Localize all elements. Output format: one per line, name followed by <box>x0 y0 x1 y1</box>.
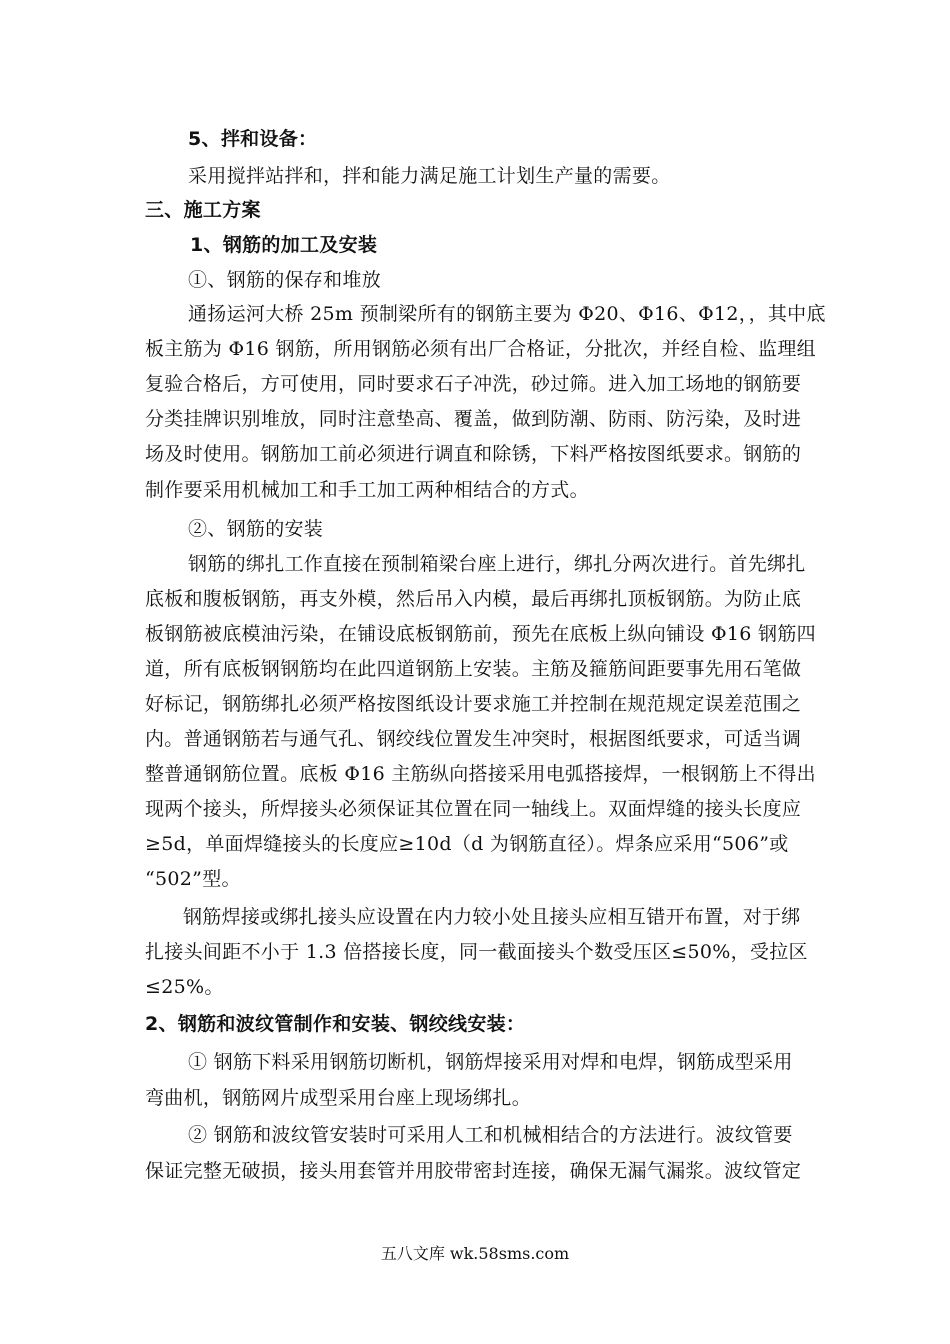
paragraph-line: ≥5d，单面焊缝接头的长度应≥10d（d 为钢筋直径）。焊条应采用“506”或 <box>145 833 789 855</box>
paragraph-line: “502”型。 <box>145 868 241 890</box>
paragraph-line: 板主筋为 Φ16 钢筋，所用钢筋必须有出厂合格证，分批次，并经自检、监理组 <box>145 338 816 360</box>
paragraph-line: 分类挂牌识别堆放，同时注意垫高、覆盖，做到防潮、防雨、防污染，及时进 <box>145 408 802 430</box>
paragraph-line: 底板和腹板钢筋，再支外模，然后吊入内模，最后再绑扎顶板钢筋。为防止底 <box>145 588 802 610</box>
subsection-heading: ②、钢筋的安装 <box>188 518 324 540</box>
paragraph-line: 道，所有底板钢钢筋均在此四道钢筋上安装。主筋及箍筋间距要事先用石笔做 <box>145 658 802 680</box>
paragraph-line: 钢筋焊接或绑扎接头应设置在内力较小处且接头应相互错开布置，对于绑 <box>183 906 801 928</box>
paragraph-line: ② 钢筋和波纹管安装时可采用人工和机械相结合的方法进行。波纹管要 <box>188 1124 793 1146</box>
paragraph-line: 制作要采用机械加工和手工加工两种相结合的方式。 <box>145 479 589 501</box>
paragraph-line: 弯曲机，钢筋网片成型采用台座上现场绑扎。 <box>145 1087 532 1109</box>
paragraph-line: 通扬运河大桥 25m 预制梁所有的钢筋主要为 Φ20、Φ16、Φ12，，其中底 <box>188 303 826 325</box>
paragraph-line: 采用搅拌站拌和，拌和能力满足施工计划生产量的需要。 <box>188 165 671 187</box>
paragraph-line: 保证完整无破损，接头用套管并用胶带密封连接，确保无漏气漏浆。波纹管定 <box>145 1160 802 1182</box>
section-heading: 1、钢筋的加工及安装 <box>190 234 378 256</box>
paragraph-line: 现两个接头，所焊接头必须保证其位置在同一轴线上。双面焊缝的接头长度应 <box>145 798 802 820</box>
page-footer: 五八文库 wk.58sms.com <box>380 1244 570 1263</box>
chapter-heading: 三、施工方案 <box>145 199 261 221</box>
section-heading: 5、拌和设备： <box>188 128 318 150</box>
paragraph-line: ① 钢筋下料采用钢筋切断机，钢筋焊接采用对焊和电焊，钢筋成型采用 <box>188 1051 793 1073</box>
paragraph-line: 好标记，钢筋绑扎必须严格按图纸设计要求施工并控制在规范规定误差范围之 <box>145 693 802 715</box>
paragraph-line: 整普通钢筋位置。底板 Φ16 主筋纵向搭接采用电弧搭接焊，一根钢筋上不得出 <box>145 763 816 785</box>
subsection-heading: ①、钢筋的保存和堆放 <box>188 269 382 291</box>
paragraph-line: 场及时使用。钢筋加工前必须进行调直和除锈，下料严格按图纸要求。钢筋的 <box>145 443 802 465</box>
paragraph-line: 钢筋的绑扎工作直接在预制箱梁台座上进行，绑扎分两次进行。首先绑扎 <box>188 553 806 575</box>
paragraph-line: 内。普通钢筋若与通气孔、钢绞线位置发生冲突时，根据图纸要求，可适当调 <box>145 728 802 750</box>
paragraph-line: ≤25%。 <box>145 976 224 998</box>
paragraph-line: 扎接头间距不小于 1.3 倍搭接长度，同一截面接头个数受压区≤50%，受拉区 <box>145 941 808 963</box>
section-heading: 2、钢筋和波纹管制作和安装、钢绞线安装： <box>145 1013 526 1035</box>
paragraph-line: 板钢筋被底模油污染，在铺设底板钢筋前，预先在底板上纵向铺设 Φ16 钢筋四 <box>145 623 816 645</box>
paragraph-line: 复验合格后，方可使用，同时要求石子冲洗，砂过筛。进入加工场地的钢筋要 <box>145 373 802 395</box>
